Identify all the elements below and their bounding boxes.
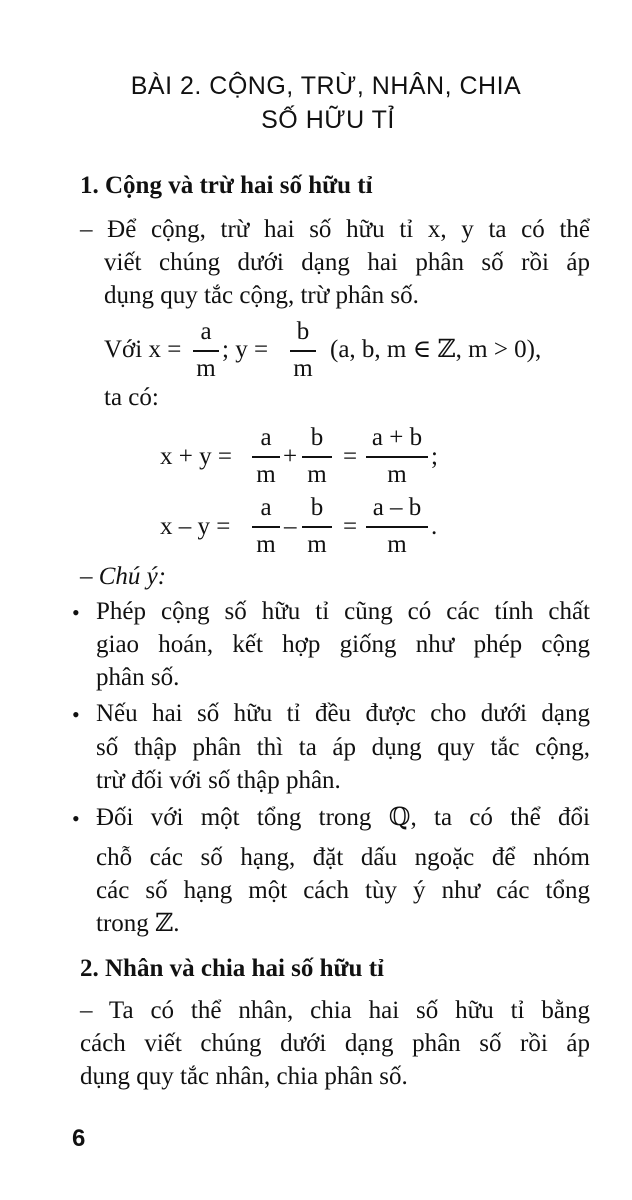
- sum-operator: +: [283, 443, 298, 470]
- page-number: 6: [72, 1125, 86, 1152]
- fraction-bar: [193, 350, 219, 352]
- condition-text: (a, b, m ∈ ℤ, m > 0),: [330, 336, 542, 363]
- semicolon-y-equals: ; y =: [222, 336, 269, 363]
- bullet-1-line3: phân số.: [96, 664, 180, 691]
- note-label: – Chú ý:: [80, 563, 167, 590]
- sum-lhs: x + y =: [160, 443, 232, 470]
- bullet-2-line1: Nếu hai số hữu tỉ đều được cho dưới dạng: [96, 700, 590, 727]
- fraction-bar: [252, 526, 280, 528]
- section1-heading: 1. Cộng và trừ hai số hữu tỉ: [80, 172, 373, 199]
- bullet-1-line2: giao hoán, kết hợp giống như phép cộng: [96, 631, 590, 658]
- sum-result-fraction: [366, 424, 428, 489]
- bullet-3-line3: các số hạng một cách tùy ý như các tổng: [96, 877, 590, 904]
- bullet-3-line4: trong ℤ.: [96, 910, 180, 937]
- sum-end-punctuation: ;: [431, 443, 438, 470]
- fraction-bar: [302, 456, 332, 458]
- fraction-numerator: b: [310, 424, 324, 451]
- fraction-denominator: m: [256, 461, 276, 488]
- we-have-text: ta có:: [104, 384, 159, 411]
- fraction-b-over-m: [290, 318, 316, 383]
- fraction-numerator: a – b: [372, 494, 422, 521]
- bullet-3-line2: chỗ các số hạng, đặt dấu ngoặc để nhóm: [96, 844, 590, 871]
- fraction-denominator: m: [387, 461, 407, 488]
- diff-lhs: x – y =: [160, 513, 231, 540]
- lesson-title-line2: SỐ HỮU TỈ: [261, 106, 395, 134]
- fraction-bar: [366, 456, 428, 458]
- section2-heading: 2. Nhân và chia hai số hữu tỉ: [80, 955, 384, 982]
- fraction-denominator: m: [307, 461, 327, 488]
- fraction-numerator: a: [200, 318, 212, 345]
- s1-para-line2: viết chúng dưới dạng hai phân số rồi áp: [104, 249, 590, 276]
- diff-operator: –: [284, 513, 297, 540]
- fraction-numerator: a: [260, 494, 272, 521]
- diff-equals: =: [343, 513, 358, 540]
- fraction-bar: [302, 526, 332, 528]
- fraction-bar: [366, 526, 428, 528]
- fraction-a-over-m: [193, 318, 219, 383]
- s2-para-line3: dụng quy tắc nhân, chia phân số.: [80, 1063, 408, 1090]
- diff-fraction-2: [302, 494, 332, 559]
- fraction-bar: [252, 456, 280, 458]
- fraction-numerator: b: [310, 494, 324, 521]
- fraction-denominator: m: [293, 355, 313, 382]
- s2-para-line1: – Ta có thể nhân, chia hai số hữu tỉ bằng: [80, 997, 590, 1024]
- bullet-1-marker: •: [72, 600, 80, 625]
- fraction-bar: [290, 350, 316, 352]
- with-x-prefix: Với x =: [104, 336, 182, 363]
- fraction-denominator: m: [387, 531, 407, 558]
- sum-fraction-2: [302, 424, 332, 489]
- bullet-1-line1: Phép cộng số hữu tỉ cũng có các tính chất: [96, 598, 590, 625]
- fraction-denominator: m: [307, 531, 327, 558]
- diff-end-punctuation: .: [431, 513, 438, 540]
- diff-result-fraction: [366, 494, 428, 559]
- fraction-denominator: m: [256, 531, 276, 558]
- fraction-numerator: b: [296, 318, 310, 345]
- bullet-2-line3: trừ đối với số thập phân.: [96, 767, 341, 794]
- bullet-3-marker: •: [72, 806, 80, 831]
- sum-fraction-1: [252, 424, 280, 489]
- fraction-denominator: m: [196, 355, 216, 382]
- fraction-numerator: a + b: [371, 424, 423, 451]
- sum-equals: =: [343, 443, 358, 470]
- bullet-2-line2: số thập phân thì ta áp dụng quy tắc cộng,: [96, 734, 590, 761]
- diff-fraction-1: [252, 494, 280, 559]
- s2-para-line2: cách viết chúng dưới dạng phân số rồi áp: [80, 1030, 590, 1057]
- s1-para-line3: dụng quy tắc cộng, trừ phân số.: [104, 282, 419, 309]
- bullet-3-line1: Đối với một tổng trong ℚ, ta có thể đổi: [96, 804, 590, 831]
- s1-para-line1: – Để cộng, trừ hai số hữu tỉ x, y ta có thể: [80, 216, 590, 243]
- bullet-2-marker: •: [72, 702, 80, 727]
- fraction-numerator: a: [260, 424, 272, 451]
- lesson-title-line1: BÀI 2. CỘNG, TRỪ, NHÂN, CHIA: [130, 72, 522, 100]
